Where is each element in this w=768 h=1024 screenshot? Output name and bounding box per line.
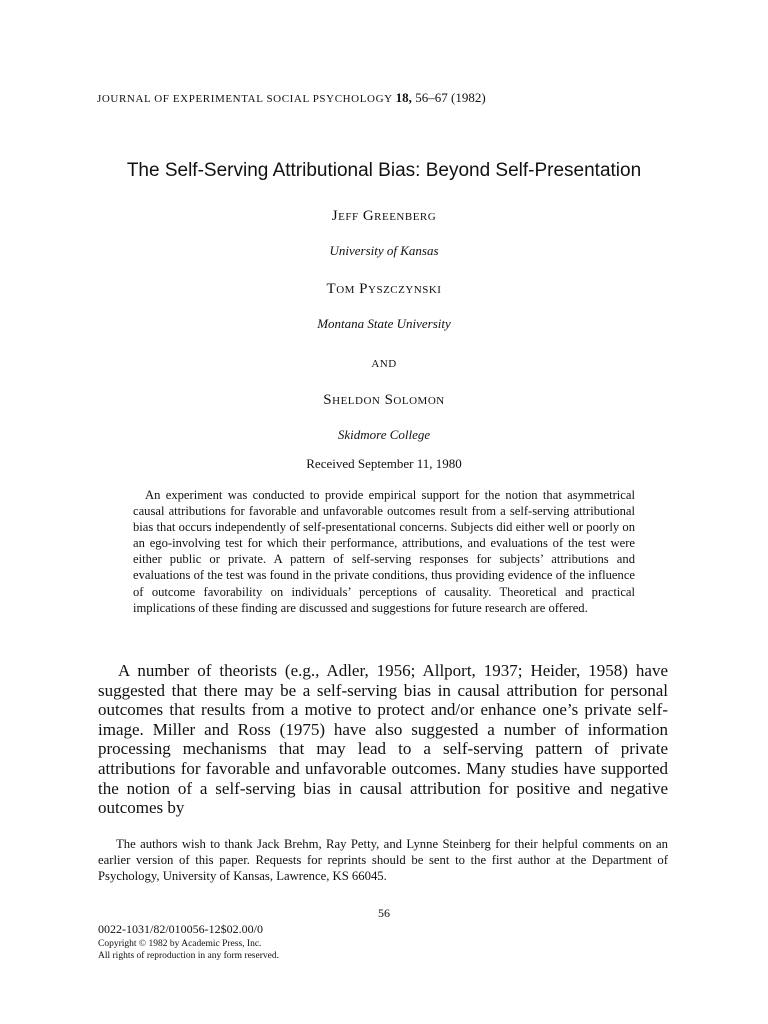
author-name-2: Tom Pyszczynski bbox=[326, 281, 442, 297]
author-name-3: Sheldon Solomon bbox=[323, 392, 445, 408]
paper-title: The Self-Serving Attributional Bias: Beyond Self-Presentation bbox=[126, 160, 642, 181]
author-affiliation-3: Skidmore College bbox=[337, 427, 431, 442]
journal-pages-year: 56–67 (1982) bbox=[415, 90, 486, 105]
received-date: Received September 11, 1980 bbox=[306, 456, 462, 471]
and-separator: AND bbox=[371, 358, 397, 370]
page-number: 56 bbox=[378, 906, 390, 920]
author-affiliation-1: University of Kansas bbox=[329, 243, 439, 258]
journal-name: JOURNAL OF EXPERIMENTAL SOCIAL PSYCHOLOGY bbox=[97, 93, 393, 105]
author-name-1: Jeff Greenberg bbox=[331, 208, 437, 224]
article-code: 0022-1031/82/010056-12$02.00/0 bbox=[98, 922, 263, 936]
journal-volume: 18, bbox=[395, 90, 412, 105]
rights-notice: All rights of reproduction in any form reserved. bbox=[98, 951, 279, 961]
author-footnote: The authors wish to thank Jack Brehm, Ray Petty, and Lynne Steinberg for their helpful comments on an earlier version of this paper. Requests for reprints should be sent to the first author at the Department of Psychology, University of Kansas, Lawrence, KS 66045. bbox=[98, 837, 668, 883]
author-affiliation-2: Montana State University bbox=[317, 316, 451, 331]
body-paragraph: A number of theorists (e.g., Adler, 1956; Allport, 1937; Heider, 1958) have suggested that there may be a self-serving bias in causal attribution for personal outcomes that results from a motive to protect and/or enhance one’s private self-image. Miller and Ross (1975) have also suggested a number of information processing mechanisms that may lead to a self-serving pattern of private attributions for favorable and unfavorable outcomes. Many studies have supported the notion of a self-serving bias in causal attribution for positive and negative outcomes by bbox=[98, 661, 668, 818]
copyright-notice: Copyright © 1982 by Academic Press, Inc. bbox=[98, 939, 262, 949]
abstract: An experiment was conducted to provide empirical support for the notion that asymmetrical causal attributions for favorable and unfavorable outcomes result from a self-serving attributional bias that occurs independently of self-presentational concerns. Subjects did either well or poorly on an ego-involving test for which their performance, attributions, and evaluations of the test were either public or private. A pattern of self-serving responses for subjects’ attributions and evaluations of the test was found in the private conditions, thus providing evidence of the influence of outcome favorability on individuals’ perceptions of causality. Theoretical and practical implications of these finding are discussed and suggestions for future research are offered. bbox=[133, 488, 635, 615]
journal-header bbox=[97, 90, 486, 106]
